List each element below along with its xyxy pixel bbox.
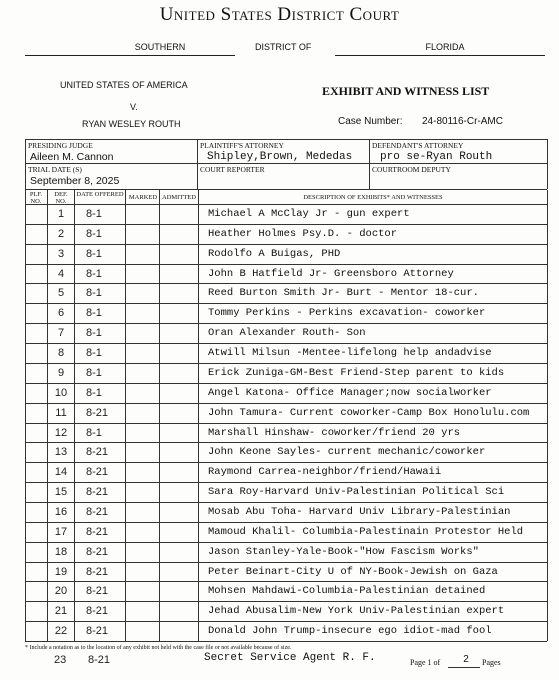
witness-description: Oran Alexander Routh- Son <box>208 327 366 340</box>
def-number: 2 <box>57 227 65 240</box>
table-row-rule <box>25 244 547 245</box>
table-row-rule <box>25 562 547 563</box>
table-column-line <box>198 190 199 641</box>
def-number: 19 <box>54 565 68 578</box>
table-row-rule <box>25 224 547 225</box>
witness-description: Mamoud Khalil- Columbia-Palestinain Protestor Held <box>208 525 524 538</box>
page-total: 2 <box>463 654 469 665</box>
table-row-rule <box>25 621 547 622</box>
def-number: 14 <box>54 466 68 479</box>
table-row-rule <box>25 283 547 284</box>
plaintiff-attorney-label: PLAINTIFF'S ATTORNEY <box>200 141 284 150</box>
header-description: DESCRIPTION OF EXHIBITS* AND WITNESSES <box>303 194 443 201</box>
witness-description: Mohsen Mahdawi-Columbia-Palestinian detained <box>208 585 486 598</box>
def-number: 4 <box>57 267 65 280</box>
table-row-rule <box>25 264 547 265</box>
info-mid-rule <box>25 163 547 164</box>
info-right-border <box>547 139 548 189</box>
table-header-rule <box>25 204 547 205</box>
page-prefix: Page 1 of <box>410 658 441 667</box>
def-number: 16 <box>54 505 68 518</box>
def-number: 1 <box>57 208 65 220</box>
date-offered: 8-21 <box>86 505 109 518</box>
table-column-line <box>25 190 26 641</box>
date-offered: 8-21 <box>86 585 109 598</box>
witness-description: Rodolfo A Buigas, PHD <box>208 247 341 260</box>
date-offered: 8-21 <box>86 446 109 459</box>
extra-row-description: Secret Service Agent R. F. <box>204 652 376 664</box>
table-column-line <box>159 190 160 641</box>
date-offered: 8-21 <box>86 466 109 479</box>
witness-description: John Tamura- Current coworker-Camp Box Honolulu.com <box>208 406 530 419</box>
witness-description: Jason Stanley-Yale-Book-"How Fascism Works" <box>208 545 479 558</box>
witness-description: Erick Zuniga-GM-Best Friend-Step parent to kids <box>208 366 505 379</box>
def-number: 12 <box>54 426 68 439</box>
info-top-rule <box>25 139 547 140</box>
def-number: 22 <box>54 625 68 638</box>
versus-label: V. <box>130 102 138 112</box>
table-row-rule <box>25 363 547 364</box>
district-left: SOUTHERN <box>134 42 186 52</box>
def-number: 15 <box>54 486 68 499</box>
def-number: 17 <box>54 525 68 538</box>
witness-description: Donald John Trump-insecure ego idiot-mad fool <box>208 625 492 638</box>
page-total-rule <box>448 667 480 668</box>
plaintiff-name: UNITED STATES OF AMERICA <box>60 80 188 90</box>
table-column-line <box>74 190 75 641</box>
witness-description: Marshall Hinshaw- coworker/friend 20 yrs <box>208 426 461 439</box>
witness-description: Reed Burton Smith Jr- Burt - Mentor 18-cur. <box>208 287 479 300</box>
info-divider-1 <box>197 139 198 189</box>
date-offered: 8-1 <box>86 227 102 240</box>
date-offered: 8-1 <box>86 267 102 280</box>
table-row-rule <box>25 482 547 483</box>
date-offered: 8-1 <box>86 208 102 220</box>
extra-row-date: 8-21 <box>88 654 111 666</box>
table-row-rule <box>25 542 547 543</box>
extra-row-number: 23 <box>54 654 67 666</box>
table-column-line <box>547 190 548 641</box>
page-suffix: Pages <box>482 658 501 667</box>
witness-description: Peter Beinart-City U of NY-Book-Jewish on Gaza <box>208 565 498 578</box>
date-offered: 8-1 <box>86 247 102 260</box>
date-offered: 8-1 <box>86 327 102 340</box>
date-offered: 8-21 <box>86 406 109 419</box>
def-number: 20 <box>54 585 68 598</box>
witness-description: Raymond Carrea-neighbor/friend/Hawaii <box>208 466 442 479</box>
date-offered: 8-21 <box>86 565 109 578</box>
def-number: 9 <box>57 366 65 379</box>
table-row-rule <box>25 303 547 304</box>
witness-description: Jehad Abusalim-New York Univ-Palestinian expert <box>208 605 505 618</box>
witness-description: Michael A McClay Jr - gun expert <box>208 208 410 220</box>
case-number-label: Case Number: <box>338 116 403 127</box>
table-column-line <box>125 190 126 641</box>
table-row-rule <box>25 343 547 344</box>
table-row-rule <box>25 403 547 404</box>
witness-description: Angel Katona- Office Manager;now socialworker <box>208 386 492 399</box>
table-row-rule <box>25 442 547 443</box>
defendant-name: RYAN WESLEY ROUTH <box>82 119 181 129</box>
def-number: 8 <box>57 347 65 360</box>
defendant-attorney: pro se-Ryan Routh <box>380 151 493 163</box>
date-offered: 8-1 <box>86 426 102 439</box>
info-bottom-rule <box>25 189 547 190</box>
table-row-rule <box>25 462 547 463</box>
plaintiff-attorney: Shipley,Brown, Mededas <box>207 151 353 163</box>
district-right: FLORIDA <box>425 42 465 52</box>
header-admitted: ADMITTED <box>162 194 196 201</box>
trial-date: September 8, 2025 <box>30 175 120 187</box>
header-marked: MARKED <box>128 194 158 201</box>
def-number: 13 <box>54 446 68 459</box>
trial-date-label: TRIAL DATE (S) <box>28 165 82 174</box>
district-right-rule <box>335 55 545 56</box>
date-offered: 8-1 <box>86 307 102 320</box>
witness-description: John Keone Sayles- current mechanic/coworker <box>208 446 486 459</box>
table-row-rule <box>25 641 547 642</box>
date-offered: 8-1 <box>86 347 102 360</box>
table-row-rule <box>25 601 547 602</box>
witness-description: Mosab Abu Toha- Harvard Univ Library-Palestinian <box>208 505 511 518</box>
witness-description: Sara Roy-Harvard Univ-Palestinian Political Sci <box>208 486 505 499</box>
court-reporter-label: COURT REPORTER <box>200 165 265 174</box>
def-number: 3 <box>57 247 65 260</box>
court-title: United States District Court <box>159 4 400 25</box>
presiding-judge-label: PRESIDING JUDGE <box>28 141 93 150</box>
date-offered: 8-21 <box>86 525 109 538</box>
date-offered: 8-1 <box>86 386 102 399</box>
header-plf: PLF. NO. <box>29 191 43 205</box>
date-offered: 8-1 <box>86 287 102 300</box>
presiding-judge: Aileen M. Cannon <box>30 151 114 163</box>
date-offered: 8-21 <box>86 486 109 499</box>
def-number: 18 <box>54 545 68 558</box>
footnote: * Include a notation as to the location of any exhibit not held with the case file or not available because of size. <box>25 645 292 651</box>
date-offered: 8-1 <box>86 366 102 379</box>
def-number: 21 <box>54 605 68 618</box>
table-row-rule <box>25 383 547 384</box>
case-number: 24-80116-Cr-AMC <box>422 116 503 127</box>
def-number: 11 <box>55 406 67 419</box>
witness-description: Heather Holmes Psy.D. - doctor <box>208 227 398 240</box>
table-row-rule <box>25 502 547 503</box>
info-left-border <box>25 139 26 189</box>
form-title: EXHIBIT AND WITNESS LIST <box>322 84 490 98</box>
witness-description: John B Hatfield Jr- Greensboro Attorney <box>208 267 454 280</box>
witness-description: Tommy Perkins - Perkins excavation- coworker <box>208 307 486 320</box>
header-date: DATE OFFERED <box>76 191 124 198</box>
def-number: 6 <box>57 307 65 320</box>
witness-description: Atwill Milsun -Mentee-lifelong help andadvise <box>208 347 492 360</box>
date-offered: 8-21 <box>86 605 109 618</box>
info-divider-2 <box>369 139 370 189</box>
table-row-rule <box>25 522 547 523</box>
courtroom-deputy-label: COURTROOM DEPUTY <box>372 165 451 174</box>
def-number: 7 <box>57 327 65 340</box>
table-row-rule <box>25 323 547 324</box>
date-offered: 8-21 <box>86 625 109 638</box>
def-number: 10 <box>54 386 68 399</box>
defendant-attorney-label: DEFENDANT'S ATTORNEY <box>372 141 464 150</box>
district-left-rule <box>25 55 235 56</box>
table-row-rule <box>25 581 547 582</box>
table-row-rule <box>25 423 547 424</box>
def-number: 5 <box>57 287 65 300</box>
district-of-label: DISTRICT OF <box>255 42 312 52</box>
header-def: DEF. NO. <box>54 191 68 205</box>
date-offered: 8-21 <box>86 545 109 558</box>
